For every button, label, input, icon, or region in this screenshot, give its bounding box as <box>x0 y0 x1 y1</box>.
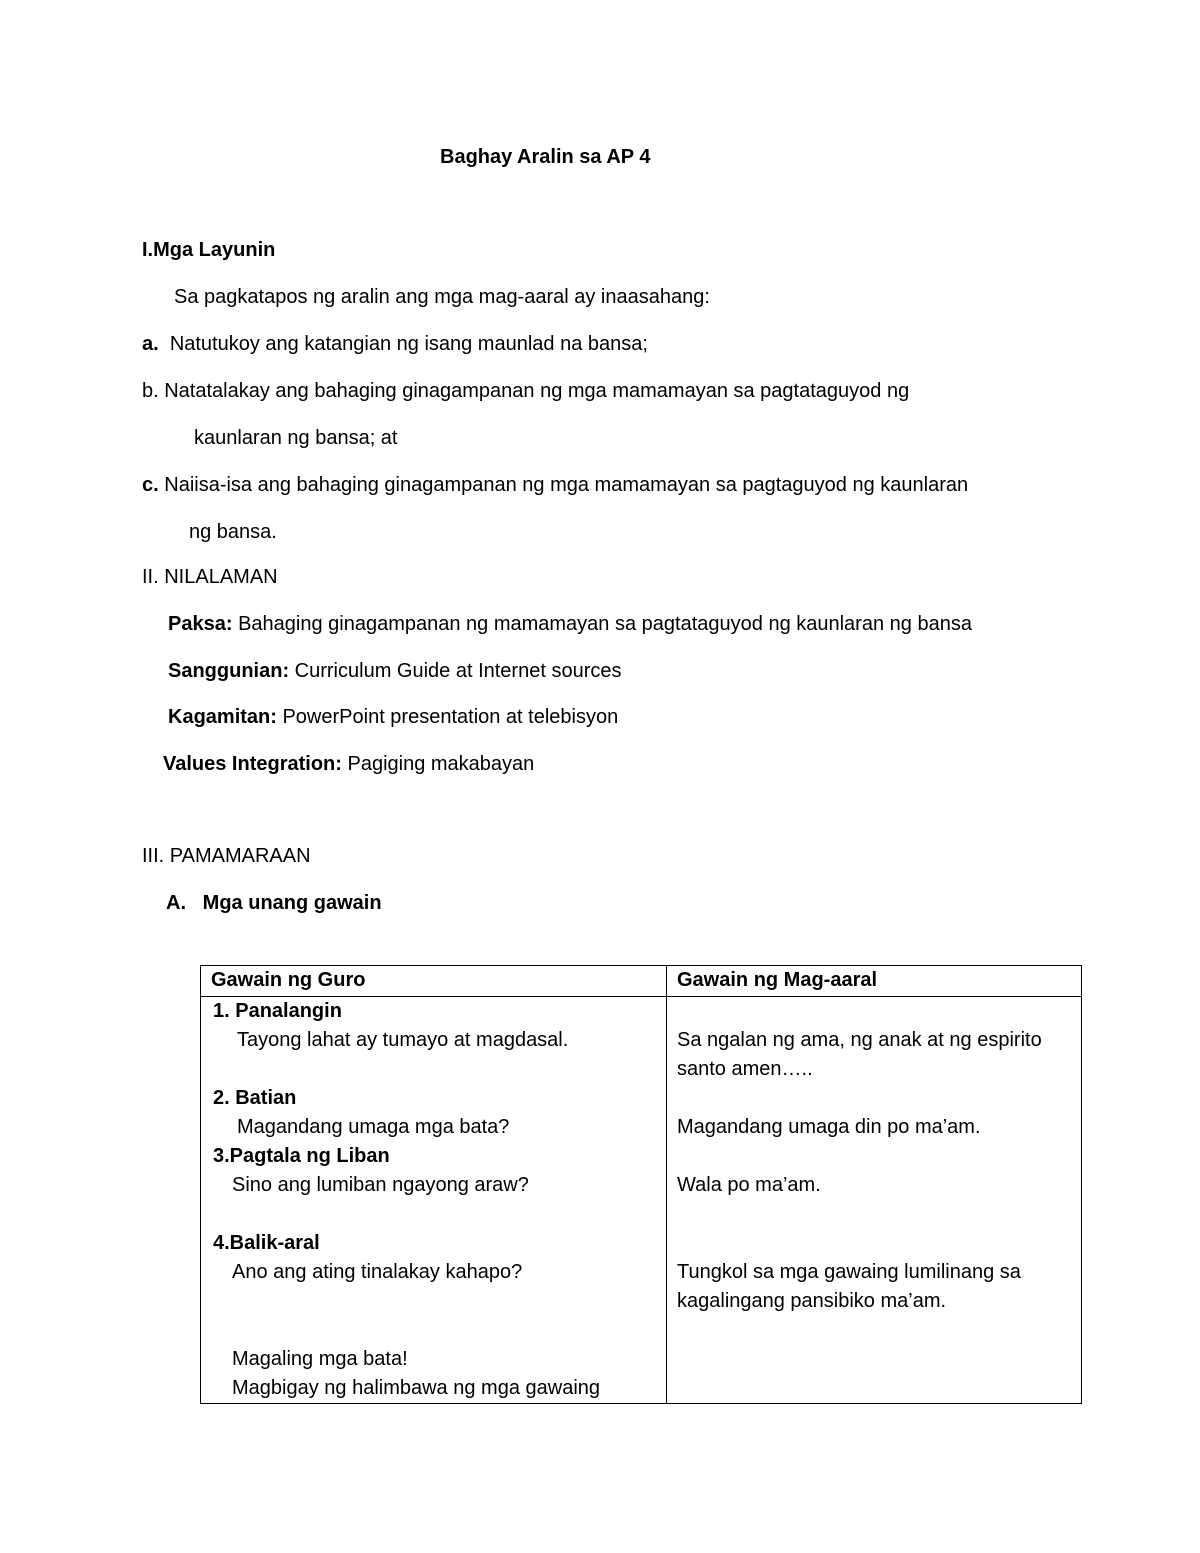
table-header-mag-aaral: Gawain ng Mag-aaral <box>667 966 1082 997</box>
item-batian-title: 2. Batian <box>213 1087 297 1109</box>
item-panalangin-student-2: santo amen….. <box>677 1058 813 1080</box>
section-nilalaman-heading: II. NILALAMAN <box>142 566 278 588</box>
kagamitan-line <box>168 707 618 727</box>
objective-a <box>142 334 648 354</box>
objective-a-marker: a. <box>142 333 159 355</box>
objective-c-text: Naiisa-isa ang bahaging ginagampanan ng mga mamamayan sa pagtaguyod ng kaunlaran <box>164 474 969 496</box>
document-title: Baghay Aralin sa AP 4 <box>440 146 651 168</box>
sanggunian-label: Sanggunian: <box>168 660 290 682</box>
spacer <box>211 1287 656 1316</box>
item-pagtala-teacher: Sino ang lumiban ngayong araw? <box>232 1174 529 1196</box>
sanggunian-line <box>168 661 621 681</box>
paksa-line <box>168 614 972 634</box>
spacer <box>677 1084 1071 1113</box>
item-batian-teacher: Magandang umaga mga bata? <box>237 1116 510 1138</box>
spacer <box>211 1055 656 1084</box>
spacer <box>677 1229 1071 1258</box>
paksa-label: Paksa: <box>168 613 233 635</box>
objective-a-text: Natutukoy ang katangian ng isang maunlad na bansa; <box>169 333 648 355</box>
item-balik-aral-teacher-3: Magbigay ng halimbawa ng mga gawaing <box>232 1377 601 1399</box>
paksa-value: Bahaging ginagampanan ng mamamayan sa pagtataguyod ng kaunlaran ng bansa <box>238 613 972 635</box>
objective-c-continuation: ng bansa. <box>189 521 277 543</box>
objective-c-marker: c. <box>142 474 159 496</box>
values-integration-line <box>163 754 534 774</box>
spacer <box>677 997 1071 1026</box>
section-layunin-heading: I.Mga Layunin <box>142 239 276 261</box>
item-panalangin-teacher: Tayong lahat ay tumayo at magdasal. <box>237 1029 569 1051</box>
item-balik-aral-student-1: Tungkol sa mga gawaing lumilinang sa <box>677 1261 1021 1283</box>
subsection-a-heading: Mga unang gawain <box>202 892 382 914</box>
objective-b: b. Natatalakay ang bahaging ginagampanan ng mga mamamayan sa pagtataguyod ng <box>142 380 910 402</box>
objective-c <box>142 475 968 495</box>
table-header-guro: Gawain ng Guro <box>201 966 667 997</box>
item-panalangin-title: 1. Panalangin <box>213 1000 342 1022</box>
item-balik-aral-title: 4.Balik-aral <box>213 1232 320 1254</box>
objective-b-continuation: kaunlaran ng bansa; at <box>194 427 398 449</box>
sanggunian-value: Curriculum Guide at Internet sources <box>294 660 622 682</box>
teacher-activities-cell <box>201 997 667 1404</box>
layunin-intro: Sa pagkatapos ng aralin ang mga mag-aaral ay inaasahang: <box>174 286 710 308</box>
item-balik-aral-teacher: Ano ang ating tinalakay kahapo? <box>232 1261 523 1283</box>
item-balik-aral-teacher-2: Magaling mga bata! <box>232 1348 408 1370</box>
values-integration-label: Values Integration: <box>163 753 342 775</box>
activities-table <box>200 965 1082 1404</box>
table-row <box>201 997 1082 1404</box>
spacer <box>677 1200 1071 1229</box>
section-pamamaraan-heading: III. PAMAMARAAN <box>142 845 311 867</box>
student-activities-cell <box>667 997 1082 1404</box>
spacer <box>677 1142 1071 1171</box>
kagamitan-label: Kagamitan: <box>168 706 277 728</box>
item-pagtala-title: 3.Pagtala ng Liban <box>213 1145 390 1167</box>
spacer <box>211 1200 656 1229</box>
kagamitan-value: PowerPoint presentation at telebisyon <box>282 706 619 728</box>
item-batian-student: Magandang umaga din po ma’am. <box>677 1116 981 1138</box>
subsection-a <box>166 893 382 913</box>
spacer <box>211 1316 656 1345</box>
subsection-a-marker: A. <box>166 892 186 914</box>
item-pagtala-student: Wala po ma’am. <box>677 1174 821 1196</box>
item-panalangin-student-1: Sa ngalan ng ama, ng anak at ng espirito <box>677 1029 1042 1051</box>
item-balik-aral-student-2: kagalingang pansibiko ma’am. <box>677 1290 947 1312</box>
table-header-row <box>201 966 1082 997</box>
values-integration-value: Pagiging makabayan <box>347 753 535 775</box>
